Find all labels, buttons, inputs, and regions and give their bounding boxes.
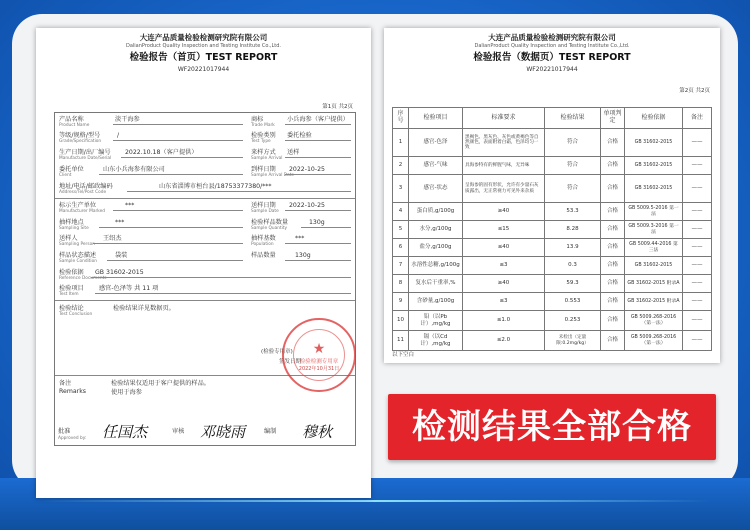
std-label: 检验依据 [59, 269, 84, 276]
table-cell: 5 [393, 221, 409, 239]
qty-en: Sample Quantity [251, 226, 288, 231]
report-number-2: WF20221017944 [526, 66, 578, 73]
table-cell: ≤40 [463, 239, 545, 257]
table-cell: 合格 [601, 203, 625, 221]
editor-signature: 穆秋 [302, 423, 333, 441]
arrival-date-label: 到样日期 [251, 166, 276, 173]
table-cell: 符合 [545, 157, 601, 175]
conclusion-value: 检验结果详见数据页。 [113, 305, 175, 312]
table-cell: 镉（以Cd计）,mg/kg [409, 331, 463, 351]
table-cell: 符合 [545, 129, 601, 157]
column-header: 单项判定 [601, 108, 625, 129]
table-cell: 水溶性总糖,g/100g [409, 257, 463, 275]
table-cell: 6 [393, 239, 409, 257]
table-cell: 2 [393, 157, 409, 175]
qty-value: 130g [309, 219, 325, 226]
table-cell: 13.9 [545, 239, 601, 257]
grade-label: 等级/规格/型号 [59, 132, 101, 139]
table-cell: 合格 [601, 239, 625, 257]
table-cell: 黑褐色、黑灰色、灰色或黄褐色等自然颜色，表面附着白霜，色泽均匀一致 [463, 129, 545, 157]
mfg-date-label: 生产日期/出厂编号 [59, 149, 111, 156]
reviewer-label: 审核 [172, 428, 185, 435]
product-name-value: 淡干海参 [115, 116, 140, 123]
items-label: 检验项目 [59, 285, 84, 292]
table-cell: GB 31602-2015 [625, 257, 683, 275]
table-cell: —— [683, 129, 712, 157]
approver-en: Approved by: [58, 436, 87, 441]
table-cell: 未检出（定量限:0.2mg/kg） [545, 331, 601, 351]
client-label: 委托单位 [59, 166, 84, 173]
test-type-value: 委托检验 [287, 132, 312, 139]
grade-en: Grade/Specification [59, 139, 102, 144]
official-stamp [282, 318, 356, 392]
base-value: *** [295, 235, 305, 242]
qty-label: 检验样品数量 [251, 219, 289, 226]
condition-en: Sample Condition [59, 259, 97, 264]
std-value: GB 31602-2015 [95, 269, 144, 276]
table-cell: 合格 [601, 257, 625, 275]
institute-name-en-2: DalianProduct Quality Inspection and Testing Institute Co.,Ltd. [474, 43, 630, 49]
table-cell: —— [683, 275, 712, 293]
site-en: Sampling Site [59, 226, 89, 231]
institute-name: 大连产品质量检验检测研究院有限公司 [139, 33, 268, 42]
table-cell: 1 [393, 129, 409, 157]
mfg-date-value: 2022.10.18（客户提供） [125, 149, 198, 156]
table-cell: 合格 [601, 129, 625, 157]
conclusion-en: Test Conclusion [59, 312, 93, 317]
table-cell: 合格 [601, 293, 625, 311]
table-row [393, 203, 712, 221]
remarks-en: Remarks [59, 388, 86, 395]
table-row [393, 257, 712, 275]
table-cell: ≤15 [463, 221, 545, 239]
table-cell: 8 [393, 275, 409, 293]
institute-name-2: 大连产品质量检验检测研究院有限公司 [488, 33, 616, 42]
reviewer-signature: 邓晓雨 [200, 423, 246, 441]
client-value: 山东小兵海参有限公司 [103, 166, 165, 173]
table-cell: —— [683, 293, 712, 311]
table-cell: GB 5009.268-2016 （第一法） [625, 311, 683, 331]
send-date-en: Sample Date [251, 209, 279, 214]
address-label: 地址/电话/邮政编码 [59, 183, 113, 190]
table-cell: ≤1.0 [463, 311, 545, 331]
editor-label: 编制 [264, 428, 277, 435]
report-cover-page [36, 28, 371, 498]
table-cell: GB 5009.44-2016 第三法 [625, 239, 683, 257]
column-header: 检验结果 [545, 108, 601, 129]
table-cell: —— [683, 175, 712, 203]
table-cell: 蛋白质,g/100g [409, 203, 463, 221]
table-cell: GB 5009.268-2016 （第一法） [625, 331, 683, 351]
std-en: Reference Documents [59, 276, 107, 281]
table-row [393, 331, 712, 351]
report-data-page [384, 28, 720, 363]
approver-signature: 任国杰 [102, 423, 148, 441]
send-date-label: 送样日期 [251, 202, 276, 209]
site-value: *** [115, 219, 125, 226]
base-en: Population [251, 242, 274, 247]
table-cell: 10 [393, 311, 409, 331]
table-cell: 感官-色泽 [409, 129, 463, 157]
address-value: 山东省淄博市桓台县/18753377380/*** [159, 183, 272, 190]
table-cell: GB 31602-2015 [625, 129, 683, 157]
report-form [54, 112, 356, 446]
sample-qty-value: 130g [295, 252, 311, 259]
trademark-value: 小兵海参（客户提供） [287, 116, 349, 123]
table-cell: 具海参特有的鲜腥气味，无异味 [463, 157, 545, 175]
table-cell: GB 5009.5-2016 第一法 [625, 203, 683, 221]
address-en: Address/Tel/Post Code [59, 190, 107, 195]
glow-line [40, 500, 710, 502]
institute-name-en: DalianProduct Quality Inspection and Testing Institute Co.,Ltd. [125, 43, 282, 49]
column-header: 检验项目 [409, 108, 463, 129]
table-cell: —— [683, 311, 712, 331]
table-cell: —— [683, 257, 712, 275]
table-cell: 59.3 [545, 275, 601, 293]
table-cell: ≤2.0 [463, 331, 545, 351]
trademark-en: Trade Mark [251, 123, 275, 128]
page-info: 第1页 共2页 [322, 104, 353, 110]
table-cell: —— [683, 221, 712, 239]
results-table [392, 107, 712, 351]
table-cell: ≥40 [463, 203, 545, 221]
result-banner [388, 394, 716, 460]
table-row [393, 157, 712, 175]
stamp-text: 检验检测专用章 [299, 359, 339, 365]
report-title: 检验报告（首页）TEST REPORT [129, 52, 278, 63]
maker-value: *** [125, 202, 135, 209]
conclusion-label: 检验结论 [59, 305, 84, 312]
items-value: 感官-色泽等 共 11 项 [99, 285, 159, 292]
table-cell: GB 5009.3-2016 第一法 [625, 221, 683, 239]
table-cell: 呈海参的固有形状，允许有少量石灰质露出，无正常视力可见外来杂质 [463, 175, 545, 203]
send-date-value: 2022-10-25 [289, 202, 325, 209]
client-en: Client [59, 173, 72, 178]
table-cell: 7 [393, 257, 409, 275]
column-header: 序号 [393, 108, 409, 129]
sample-qty-label: 样品数量 [251, 252, 276, 259]
table-cell: 合格 [601, 175, 625, 203]
remarks-value-2: 使用于海参 [111, 389, 142, 396]
table-row [393, 275, 712, 293]
column-header: 检验依据 [625, 108, 683, 129]
table-footer: 以下空白 [392, 352, 415, 358]
table-cell: GB 31602-2015 附录A [625, 293, 683, 311]
table-cell: 11 [393, 331, 409, 351]
product-name-label: 产品名称 [59, 116, 84, 123]
table-row [393, 311, 712, 331]
report-title-2: 检验报告（数据页）TEST REPORT [473, 52, 631, 63]
sampler-value: 王绍杰 [103, 235, 122, 242]
table-row [393, 129, 712, 157]
arrival-date-en: Sample Arrival Date [251, 173, 295, 178]
table-row [393, 239, 712, 257]
table-cell: 3 [393, 175, 409, 203]
maker-label: 标示生产单位 [59, 202, 97, 209]
table-cell: 合格 [601, 157, 625, 175]
trademark-label: 商标 [251, 116, 264, 123]
table-cell: 合格 [601, 221, 625, 239]
test-type-en: Test Type [251, 139, 271, 144]
table-cell: 4 [393, 203, 409, 221]
remarks-label: 备注 [59, 380, 72, 387]
base-label: 抽样基数 [251, 235, 276, 242]
table-cell: 盐分,g/100g [409, 239, 463, 257]
table-cell: 合格 [601, 331, 625, 351]
table-cell: ≥40 [463, 275, 545, 293]
stamp-date: 2022年10月31日 [298, 366, 340, 372]
table-cell: 0.553 [545, 293, 601, 311]
remarks-value: 检验结果仅适用于客户提供的样品。 [111, 380, 210, 387]
product-name-en: Product Name [59, 123, 90, 128]
column-header: 标准要求 [463, 108, 545, 129]
mfg-date-en: Manufacture Date/Serial [59, 156, 112, 161]
table-row [393, 175, 712, 203]
table-cell: GB 31602-2015 [625, 157, 683, 175]
report-number: WF20221017944 [177, 66, 230, 73]
table-cell: 0.3 [545, 257, 601, 275]
arrival-label: 来样方式 [251, 149, 276, 156]
arrival-value: 送样 [287, 149, 300, 156]
table-cell: 合格 [601, 311, 625, 331]
table-cell: 含砂量,g/100g [409, 293, 463, 311]
stamp-star-icon: ★ [312, 341, 326, 357]
condition-value: 袋装 [115, 252, 128, 259]
table-cell: —— [683, 203, 712, 221]
arrival-en: Sample Arrival [251, 156, 283, 161]
table-cell: 符合 [545, 175, 601, 203]
table-cell: GB 31602-2015 附录A [625, 275, 683, 293]
table-cell: GB 31602-2015 [625, 175, 683, 203]
grade-value: / [117, 132, 120, 139]
table-cell: —— [683, 157, 712, 175]
stamp-note-1: (检验专用章) [261, 349, 293, 355]
table-cell: 复水后干重率,% [409, 275, 463, 293]
sampler-en: Sampling Person [59, 242, 95, 247]
table-cell: 感官-状态 [409, 175, 463, 203]
table-cell: —— [683, 331, 712, 351]
table-cell: ≤3 [463, 257, 545, 275]
table-cell: 感官-气味 [409, 157, 463, 175]
banner-text: 检测结果全部合格 [412, 407, 692, 447]
maker-en: Manufacturer Marked [59, 209, 105, 214]
table-cell: 8.28 [545, 221, 601, 239]
sampler-label: 送样人 [59, 235, 78, 242]
table-cell: 合格 [601, 275, 625, 293]
approver-label: 批准 [58, 428, 71, 435]
table-row [393, 293, 712, 311]
items-en: Test Item [59, 292, 79, 297]
table-cell: 53.3 [545, 203, 601, 221]
table-row [393, 221, 712, 239]
arrival-date-value: 2022-10-25 [289, 166, 325, 173]
condition-label: 样品状态描述 [59, 252, 97, 259]
site-label: 抽样地点 [59, 219, 84, 226]
table-cell: —— [683, 239, 712, 257]
table-cell: 0.253 [545, 311, 601, 331]
page-info-2: 第2页 共2页 [679, 88, 710, 94]
table-cell: ≤3 [463, 293, 545, 311]
table-cell: 水分,g/100g [409, 221, 463, 239]
stamp-note-2: 签发日期 [279, 359, 302, 365]
table-cell: 铅（以Pb计）,mg/kg [409, 311, 463, 331]
column-header: 备注 [683, 108, 712, 129]
test-type-label: 检验类别 [251, 132, 276, 139]
table-cell: 9 [393, 293, 409, 311]
